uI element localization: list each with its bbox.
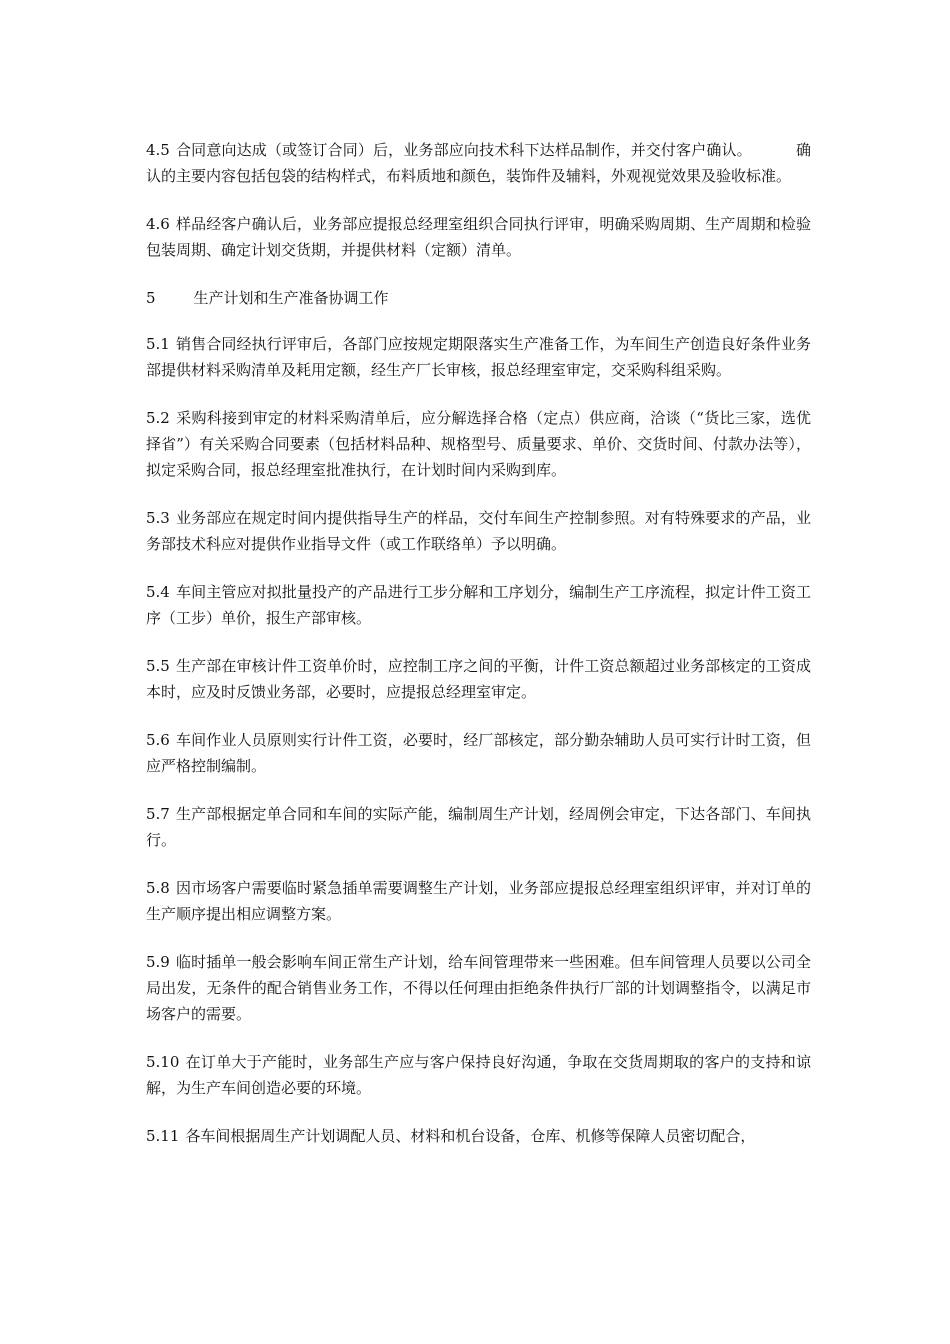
clause-number: 5.2 [146, 409, 170, 427]
clause-text: 生产部在审核计件工资单价时，应控制工序之间的平衡，计件工资总额超过业务部核定的工资成本时，应及时反馈业务部，必要时，应提报总经理室审定。 [146, 657, 811, 701]
clause-text: 各车间根据周生产计划调配人员、材料和机台设备，仓库、机修等保障人员密切配合， [185, 1127, 756, 1145]
document-body [146, 137, 811, 1171]
section-number: 5 [146, 289, 156, 307]
clause-number: 5.7 [146, 805, 170, 823]
clause-number: 5.9 [146, 953, 170, 971]
clause-number: 5.6 [146, 731, 170, 749]
clause-5-9 [146, 949, 811, 1027]
clause-5-7 [146, 801, 811, 853]
clause-5-8 [146, 875, 811, 927]
clause-5-4 [146, 579, 811, 631]
clause-text: 样品经客户确认后，业务部应提报总经理室组织合同执行评审，明确采购周期、生产周期和检验包装周期、确定计划交货期，并提供材料（定额）清单。 [146, 215, 811, 259]
clause-text: 车间作业人员原则实行计件工资，必要时，经厂部核定，部分勤杂辅助人员可实行计时工资，但应严格控制编制。 [146, 731, 811, 775]
clause-text: 生产部根据定单合同和车间的实际产能，编制周生产计划，经周例会审定，下达各部门、车间执行。 [146, 805, 811, 849]
clause-text: 因市场客户需要临时紧急插单需要调整生产计划，业务部应提报总经理室组织评审，并对订单的生产顺序提出相应调整方案。 [146, 879, 811, 923]
clause-5-3 [146, 505, 811, 557]
clause-text: 业务部应在规定时间内提供指导生产的样品，交付车间生产控制参照。对有特殊要求的产品，业务部技术科应对提供作业指导文件（或工作联络单）予以明确。 [146, 509, 811, 553]
clause-text: 临时插单一般会影响车间正常生产计划，给车间管理带来一些困难。但车间管理人员要以公司全局出发，无条件的配合销售业务工作，不得以任何理由拒绝条件执行厂部的计划调整指令，以满足市场客户的需要。 [146, 953, 811, 1023]
clause-number: 5.3 [146, 509, 170, 527]
clause-number: 5.1 [146, 335, 170, 353]
clause-text: 销售合同经执行评审后，各部门应按规定期限落实生产准备工作，为车间生产创造良好条件业务部提供材料采购清单及耗用定额，经生产厂长审核，报总经理室审定，交采购科组采购。 [146, 335, 811, 379]
clause-text-continued: 确认的主要内容包括包袋的结构样式，布料质地和颜色，装饰件及辅料，外观视觉效果及验收标准。 [146, 141, 811, 185]
clause-number: 5.5 [146, 657, 170, 675]
section-title: 生产计划和生产准备协调工作 [193, 289, 389, 307]
clause-text: 采购科接到审定的材料采购清单后，应分解选择合格（定点）供应商，洽谈（“货比三家，选优择省”）有关采购合同要素（包括材料品种、规格型号、质量要求、单价、交货时间、付款办法等），拟定采购合同，报总经理室批准执行，在计划时间内采购到库。 [146, 409, 811, 479]
clause-number: 4.5 [146, 141, 170, 159]
clause-number: 5.10 [146, 1053, 180, 1071]
clause-text: 在订单大于产能时，业务部生产应与客户保持良好沟通，争取在交货周期取的客户的支持和谅解，为生产车间创造必要的环境。 [146, 1053, 811, 1097]
clause-number: 5.8 [146, 879, 170, 897]
clause-4-6 [146, 211, 811, 263]
clause-text: 车间主管应对拟批量投产的产品进行工步分解和工序划分，编制生产工序流程，拟定计件工资工序（工步）单价，报生产部审核。 [146, 583, 811, 627]
clause-5-5 [146, 653, 811, 705]
clause-number: 4.6 [146, 215, 170, 233]
clause-4-5 [146, 137, 811, 189]
clause-5-10 [146, 1049, 811, 1101]
clause-number: 5.11 [146, 1127, 180, 1145]
clause-5-6 [146, 727, 811, 779]
clause-number: 5.4 [146, 583, 170, 601]
clause-5-1 [146, 331, 811, 383]
section-heading-5 [146, 285, 811, 311]
clause-5-2 [146, 405, 811, 483]
clause-5-11 [146, 1123, 811, 1149]
clause-text: 合同意向达成（或签订合同）后，业务部应向技术科下达样品制作，并交付客户确认。 [175, 141, 752, 159]
